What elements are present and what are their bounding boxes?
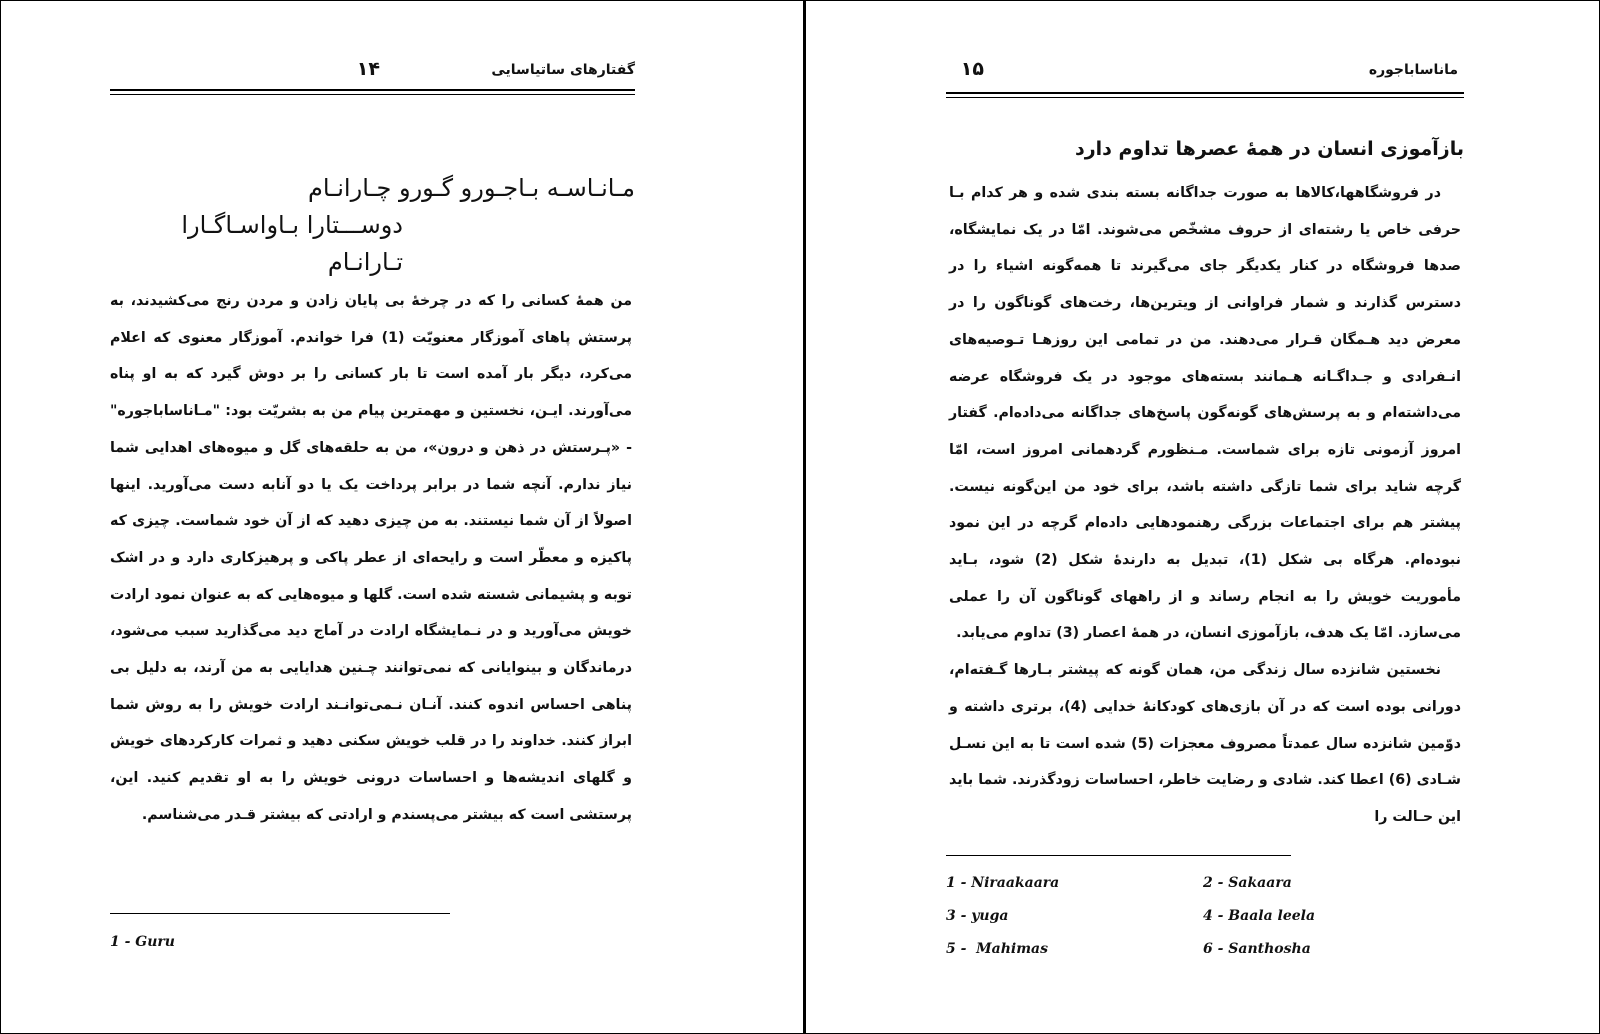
chapter-heading bbox=[110, 170, 635, 281]
footnote-2: 2 - Sakaara bbox=[1203, 875, 1292, 891]
header-rule bbox=[110, 89, 635, 91]
heading-line-2: دوســـتارا بـاواسـاگـارا تـارانـام bbox=[181, 211, 403, 276]
running-head-book-title: گفتارهای ساتیاسایی bbox=[491, 62, 635, 78]
footnote-3: 3 - yuga bbox=[946, 908, 1009, 924]
body-text bbox=[949, 175, 1461, 836]
section-title: بازآموزی انسان در همهٔ عصرها تداوم دارد bbox=[1074, 138, 1464, 160]
page-number: ۱۴ bbox=[356, 58, 380, 80]
page-number: ۱۵ bbox=[960, 58, 984, 80]
footnote-4: 4 - Baala leela bbox=[1203, 908, 1316, 924]
heading-line-1: مـانـاسـه بـاجـورو گـورو چـارانـام bbox=[308, 174, 635, 202]
right-page-header bbox=[946, 58, 1464, 88]
footnote-rule bbox=[110, 913, 450, 914]
right-page bbox=[806, 0, 1600, 1034]
left-page-header bbox=[110, 58, 635, 88]
running-head-book-title: ماناساباجوره bbox=[1368, 62, 1458, 78]
footnote-1: 1 - Guru bbox=[110, 934, 175, 950]
body-paragraph-text: من همهٔ کسانی را که در چرخهٔ بی پایان زادن و مردن رنج می‌کشیدند، به پرستش پاهای آموزگار معنویّت (1) فرا خواندم. آموزگار معنوی که اعلام می‌کرد، دیگر بار آمده است تا بار کسانی را بر دوش گیرد که به او پناه می‌آورند. ایـن، نخستین و مهمترین پیام من به بشریّت بود: "مـاناساباجوره" - «پـرستش در ذهن و درون»، من به حلقه‌های گل و میوه‌های اهدایی شما نیاز ندارم. آنچه شما در برابر پرداخت یک یا دو آنابه دست می‌آورید. اینها اصولاً از آن شما نیستند. به من چیزی دهید که از آن خود شماست. چیزی که پاکیزه و معطّر است و رایحه‌ای از عطر پاکی و پرهیزکاری دارد و در اشک توبه و پشیمانی شسته شده است. گلها و میوه‌هایی که به عنوان نمود ارادت خویش می‌آورید و در نـمایشگاه ارادت در آماج دید می‌گذارید سبب می‌شود، درماندگان و بینوایانی که نمی‌توانند چـنین هدایایی به من آرند، به دلیل بی پناهی احساس اندوه کنند. آنـان نـمی‌توانـند ارادت خویش را به روش شما ابراز کنند. خداوند را در قلب خویش سکنی دهید و ثمرات کارکردهای خویش و گلهای اندیشه‌ها و احساسات درونی خویش را به او تقدیم کنید. این، پرستشی است که بیشتر می‌پسندم و ارادتی که بیشتر قـدر می‌شناسم. bbox=[110, 293, 632, 823]
header-rule bbox=[946, 92, 1464, 94]
footnote-6: 6 - Santhosha bbox=[1203, 941, 1311, 957]
header-rule-thin bbox=[110, 94, 635, 95]
body-paragraph-1: در فروشگاهها،کالاها به صورت جداگانه بسته بندی شده و هر کدام بـا حرفی خاص یا رشته‌ای از حروف مشخّص می‌شوند. امّا در یک نمایشگاه، صدها فروشگاه در کنار یکدیگر جای می‌گیرند تا همه‌گونه اشیاء را در دسترس گذارند و شمار فراوانی از ویترین‌ها، رخت‌های گوناگون را در معرض دید هـمگان قـرار می‌دهند. من در تمامی این روزهـا تـوصیه‌های انـفرادی و جـداگـانه هـمانند بسته‌های موجود در یک فروشگاه عرضه می‌داشته‌ام و به پرسش‌های گونه‌گون پاسخ‌های جداگانه می‌داده‌ام. گفتار امروز آزمونی تازه برای شماست. مـنظورم گردهمانی امروز است، امّا گرچه شاید برای شما تازگی داشته باشد، برای خود من این‌گونه نیست. پیشتر هم برای اجتماعات بزرگی رهنمودهایی داده‌ام گرچه در این نمود نبوده‌ام. هرگاه بی شکل (1)، تبدیل به دارندهٔ شکل (2) شود، بـاید مأموریت خویش را به انجام رساند و از راههای گوناگون آن را عملی می‌سازد. امّا یک هدف، بازآموزی انسان، در همهٔ اعصار (3) تداوم می‌یابد. bbox=[949, 185, 1461, 642]
footnote-rule bbox=[946, 855, 1291, 856]
footnote-5: 5 - Mahimas bbox=[946, 941, 1049, 957]
body-paragraph bbox=[110, 283, 632, 834]
header-rule-thin bbox=[946, 97, 1464, 98]
footnote-1: 1 - Niraakaara bbox=[946, 875, 1060, 891]
body-paragraph-2: نخستین شانزده سال زندگی من، همان گونه که پیشتر بـارها گـفته‌ام، دورانی بوده است که در آن بازی‌های کودکانهٔ خدایی (4)، برتری داشته و دوّمین شانزده سال عمدتاً مصروف معجزات (5) شده است تا به این نسـل شـادی (6) اعطا کند. شادی و رضایت خاطر، احساسات زودگذرند. شما باید این حـالت را bbox=[949, 662, 1461, 825]
